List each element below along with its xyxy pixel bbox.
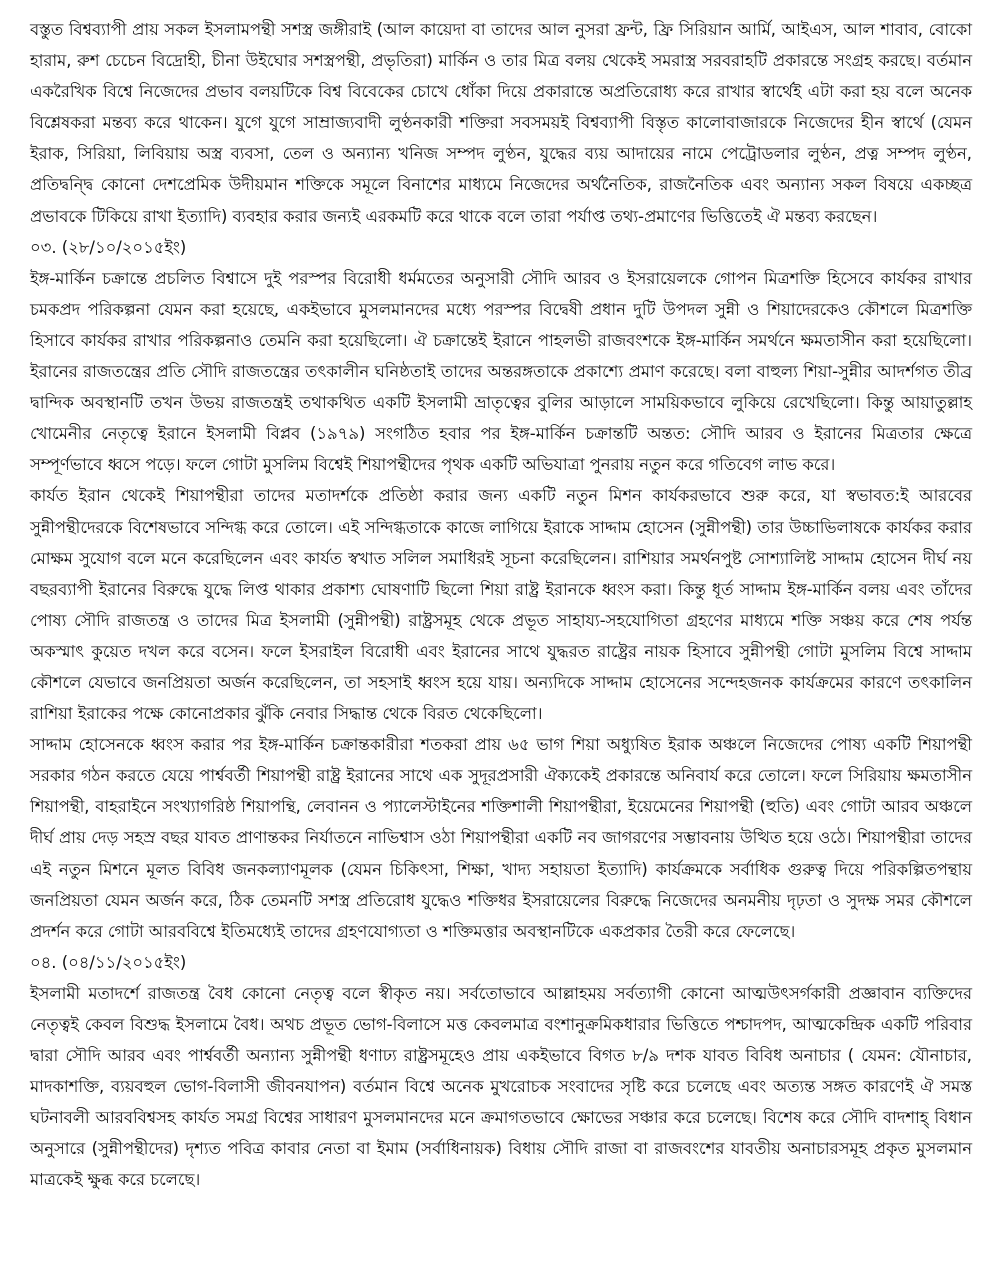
section-heading: ০৩. (২৮/১০/২০১৫ইং) <box>30 237 187 257</box>
paragraph: ইঙ্গ-মার্কিন চক্রান্তে প্রচলিত বিশ্বাসে দুই পরস্পর বিরোধী ধর্মমতের অনুসারী সৌদি আরব ও ইসরায়েলকে গোপন মিত্রশক্তি হিসেবে কার্যকর রাখার চমকপ্রদ পরিকল্পনা যেমন করা হয়েছে, একইভাবে মুসলমানদের মধ্যে পরস্পর বিদ্বেষী প্রধান দুটি উপদল সুন্নী ও শিয়াদেরকেও কৌশলে মিত্রশক্তি হিসাবে কার্যকর রাখার পরিকল্পনাও তেমনি করা হয়েছিলো। ঐ চক্রান্তেই ইরানে পাহলভী রাজবংশকে ইঙ্গ-মার্কিন সমর্থনে ক্ষমতাসীন করা হয়েছিলো। ইরানের রাজতন্ত্রের প্রতি সৌদি রাজতন্ত্রের তৎকালীন ঘনিষ্ঠতাই তাদের অন্তরঙ্গতাকে প্রকাশ্যে প্রমাণ করেছে। বলা বাহুল্য শিয়া-সুন্নীর আদর্শগত তীব্র দ্বান্দিক অবস্থানটি তখন উভয় রাজতন্ত্রই তথাকথিত একটি ইসলামী ভ্রাতৃত্বের বুলির আড়ালে সাময়িকভাবে লুকিয়ে রেখেছিলো। কিন্তু আয়াতুল্লাহ খোমেনীর নেতৃত্বে ইরানে ইসলামী বিপ্লব (১৯৭৯) সংগঠিত হবার পর ইঙ্গ-মার্কিন চক্রান্তটি অন্তত: সৌদি আরব ও ইরানের মিত্রতার ক্ষেত্রে সম্পূর্ণভাবে ধ্বসে পড়ে। ফলে গোটা মুসলিম বিশ্বেই শিয়াপন্থীদের পৃথক একটি অভিযাত্রা পুনরায় নতুন করে গতিবেগ লাভ করে। <box>30 268 972 475</box>
section-heading: ০৪. (০৪/১১/২০১৫ইং) <box>30 952 187 972</box>
paragraph: ইসলামী মতাদর্শে রাজতন্ত্র বৈধ কোনো নেতৃত্ব বলে স্বীকৃত নয়। সর্বতোভাবে আল্লাহময় সর্বত্যাগী কোনো আত্মউৎসর্গকারী প্রজ্ঞাবান ব্যক্তিদের নেতৃত্বই কেবল বিশুদ্ধ ইসলামে বৈধ। অথচ প্রভূত ভোগ-বিলাসে মত্ত কেবলমাত্র বংশানুক্রমিকধারার ভিত্তিতে পশ্চাদপদ, আত্মকেন্দ্রিক একটি পরিবার দ্বারা সৌদি আরব এবং পার্শ্ববর্তী অন্যান্য সুন্নীপন্থী ধণাঢ্য রাষ্ট্রসমূহেও প্রায় একইভাবে বিগত ৮/৯ দশক যাবত বিবিধ অনাচার ( যেমন: যৌনাচার, মাদকাশক্তি, ব্যয়বহুল ভোগ-বিলাসী জীবনযাপন) বর্তমান বিশ্বে অনেক মুখরোচক সংবাদের সৃষ্টি করে চলেছে এবং অত্যন্ত সঙ্গত কারণেই ঐ সমস্ত ঘটনাবলী আরববিশ্বসহ কার্যত সমগ্র বিশ্বের সাধারণ মুসলমানদের মনে ক্রমাগতভাবে ক্ষোভের সঞ্চার করে চলেছে। বিশেষ করে সৌদি বাদশাহ্ বিধান অনুসারে (সুন্নীপন্থীদের) দৃশ্যত পবিত্র কাবার নেতা বা ইমাম (সর্বাধিনায়ক) বিধায় সৌদি রাজা বা রাজবংশের যাবতীয় অনাচারসমূহ প্রকৃত মুসলমান মাত্রকেই ক্ষুব্ধ করে চলেছে। <box>30 983 972 1190</box>
paragraph: কার্যত ইরান থেকেই শিয়াপন্থীরা তাদের মতাদর্শকে প্রতিষ্ঠা করার জন্য একটি নতুন মিশন কার্যকরভাবে শুরু করে, যা স্বভাবত:ই আরবের সুন্নীপন্থীদেরকে বিশেষভাবে সন্দিগ্ধ করে তোলে। এই সন্দিগ্ধতাকে কাজে লাগিয়ে ইরাকে সাদ্দাম হোসেন (সুন্নীপন্থী) তার উচ্চাভিলাষকে কার্যকর করার মোক্ষম সুযোগ বলে মনে করেছিলেন এবং কার্যত স্বখাত সলিল সমাধিরই সূচনা করেছিলেন। রাশিয়ার সমর্থনপুষ্ট সোশ্যালিষ্ট সাদ্দাম হোসেন দীর্ঘ নয় বছরব্যাপী ইরানের বিরুদ্ধে যুদ্ধে লিপ্ত থাকার প্রকাশ্য ঘোষণাটি ছিলো শিয়া রাষ্ট্র ইরানকে ধ্বংস করা। কিন্তু ধূর্ত সাদ্দাম ইঙ্গ-মার্কিন বলয় এবং তাঁদের পোষ্য সৌদি রাজতন্ত্র ও তাদের মিত্র ইসলামী (সুন্নীপন্থী) রাষ্ট্রসমূহ থেকে প্রভূত সাহায্য-সহযোগিতা গ্রহণের মাধ্যমে শক্তি সঞ্চয় করে শেষ পর্যন্ত অকস্মাৎ কুয়েত দখল করে বসেন। ফলে ইসরাইল বিরোধী এবং ইরানের সাথে যুদ্ধরত রাষ্ট্রের নায়ক হিসাবে সুন্নীপন্থী গোটা মুসলিম বিশ্বে সাদ্দাম কৌশলে যেভাবে জনপ্রিয়তা অর্জন করেছিলেন, তা সহসাই ধ্বংস হয়ে যায়। অন্যদিকে সাদ্দাম হোসেনের সন্দেহজনক কার্যক্রমের কারণে তৎকালিন রাশিয়া ইরাকের পক্ষে কোনোপ্রকার ঝুঁকি নেবার সিদ্ধান্ত থেকে বিরত থেকেছিলো। <box>30 486 972 724</box>
paragraph: বস্তুত বিশ্বব্যাপী প্রায় সকল ইসলামপন্থী সশস্ত্র জঙ্গীরাই (আল কায়েদা বা তাদের আল নুসরা ফ্রন্ট, ফ্রি সিরিয়ান আর্মি, আইএস, আল শাবাব, বোকো হারাম, রুশ চেচেন বিদ্রোহী, চীনা উইঘোর সশস্ত্রপন্থী, প্রভৃতিরা) মার্কিন ও তার মিত্র বলয় থেকেই সমরাস্ত্র সরবরাহটি প্রকারন্তে সংগ্রহ করছে। বর্তমান একরৈখিক বিশ্বে নিজেদের প্রভাব বলয়টিকে বিশ্ব বিবেকের চোখে ধোঁকা দিয়ে প্রকারান্তে অপ্রতিরোধ্য করে রাখার স্বার্থেই এটা করা হয় বলে অনেক বিশ্লেষকরা মন্তব্য করে থাকেন। যুগে যুগে সাম্রাজ্যবাদী লুণ্ঠনকারী শক্তিরা সবসময়ই বিশ্বব্যাপী বিস্তৃত কালোবাজারকে নিজেদের হীন স্বার্থে (যেমন ইরাক, সিরিয়া, লিবিয়ায় অস্ত্র ব্যবসা, তেল ও অন্যান্য খনিজ সম্পদ লুণ্ঠন, যুদ্ধের ব্যয় আদায়ের নামে পেট্রোডলার লুণ্ঠন, প্রত্ন সম্পদ লুণ্ঠন, প্রতিদ্বন্দ্বি কোনো দেশপ্রেমিক উদীয়মান শক্তিকে সমূলে বিনাশের মাধ্যমে নিজেদের অর্থনৈতিক, রাজনৈতিক এবং অন্যান্য সকল বিষয়ে একচ্ছত্র প্রভাবকে টিকিয়ে রাখা ইত্যাদি) ব্যবহার করার জন্যই এরকমটি করে থাকে বলে তারা পর্যাপ্ত তথ্য-প্রমাণের ভিত্তিতেই ঐ মন্তব্য করছেন। <box>30 20 972 226</box>
paragraph: সাদ্দাম হোসেনকে ধ্বংস করার পর ইঙ্গ-মার্কিন চক্রান্তকারীরা শতকরা প্রায় ৬৫ ভাগ শিয়া অধ্যুষিত ইরাক অঞ্চলে নিজেদের পোষ্য একটি শিয়াপন্থী সরকার গঠন করতে যেয়ে পার্শ্ববর্তী শিয়াপন্থী রাষ্ট্র ইরানের সাথে এক সুদূরপ্রসারী ঐক্যকেই প্রকারন্তে অনিবার্য করে তোলে। ফলে সিরিয়ায় ক্ষমতাসীন শিয়াপন্থী, বাহরাইনে সংখ্যাগরিষ্ঠ শিয়াপন্থি, লেবানন ও প্যালেস্টাইনের শক্তিশালী শিয়াপন্থীরা, ইয়েমেনের শিয়াপন্থী (হুতি) এবং গোটা আরব অঞ্চলে দীর্ঘ প্রায় দেড় সহস্র বছর যাবত প্রাণান্তকর নির্যাতনে নাভিশ্বাস ওঠা শিয়াপন্থীরা একটি নব জাগরণের সম্ভাবনায় উত্থিত হয়ে ওঠে। শিয়াপন্থীরা তাদের এই নতুন মিশনে মূলত বিবিধ জনকল্যাণমূলক (যেমন চিকিৎসা, শিক্ষা, খাদ্য সহায়তা ইত্যাদি) কার্যক্রমকে সর্বাধিক গুরুত্ব দিয়ে পরিকল্পিতপন্থায় জনপ্রিয়তা যেমন অর্জন করে, ঠিক তেমনটি সশস্ত্র প্রতিরোধ যুদ্ধেও শক্তিধর ইসরায়েলের বিরুদ্ধে নিজেদের অনমনীয় দৃঢ়তা ও সুদক্ষ সমর কৌশলে প্রদর্শন করে গোটা আরববিশ্বে ইতিমধ্যেই তাদের গ্রহণযোগ্যতা ও শক্তিমত্তার অবস্থানটিকে একপ্রকার তৈরী করে ফেলেছে। <box>30 735 972 941</box>
